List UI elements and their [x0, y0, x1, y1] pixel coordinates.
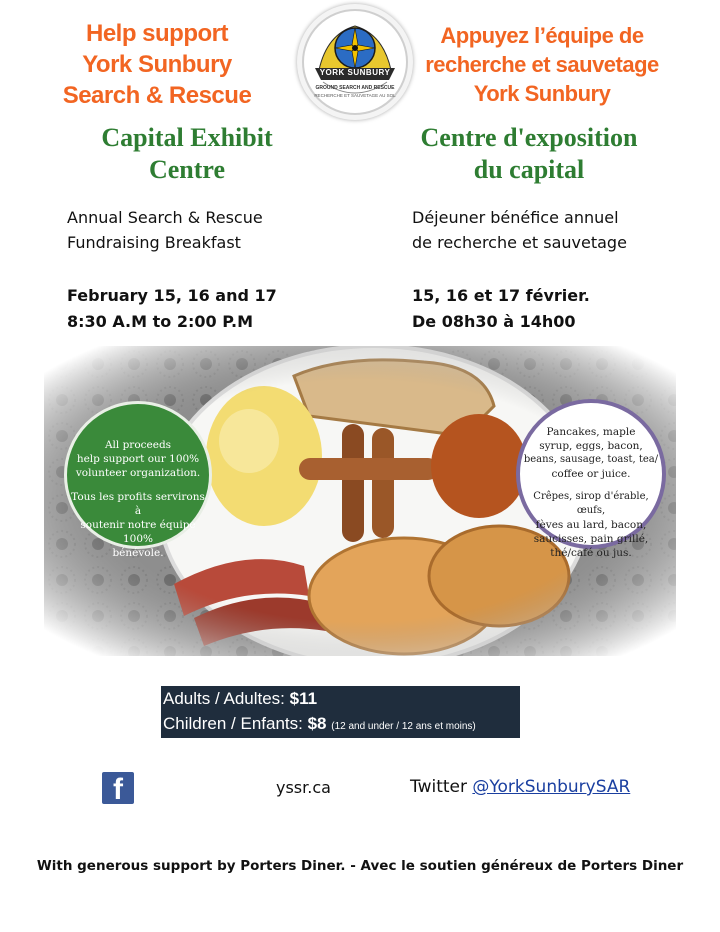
venue-en: [62, 122, 312, 186]
header-fr-line-2: recherche et sauvetage: [425, 52, 659, 77]
menu-fr-line-4: thé/café ou jus.: [550, 547, 632, 559]
child-price: $8: [307, 714, 327, 733]
adult-price: $11: [289, 689, 318, 708]
header-en-line-3: Search & Rescue: [62, 82, 252, 109]
compass-logo-icon: [297, 4, 413, 120]
dates-en: [67, 283, 357, 335]
pricing-box: [161, 686, 520, 738]
event-fr: [412, 205, 692, 255]
header-en-line-1: Help support: [86, 20, 228, 47]
venue-en-line-1: Capital Exhibit: [101, 123, 273, 152]
event-en: [67, 205, 347, 255]
venue-fr-line-1: Centre d'exposition: [420, 123, 638, 152]
venue-en-line-2: Centre: [148, 155, 226, 184]
logo-ring-text: GROUND SEARCH AND RESCUE: [315, 85, 395, 91]
proceeds-en-line-2: help support our 100%: [76, 453, 200, 465]
event-en-line-2: Fundraising Breakfast: [67, 233, 241, 252]
child-label: Children / Enfants:: [163, 714, 308, 733]
twitter-handle-link[interactable]: @YorkSunburySAR: [472, 777, 631, 797]
header-fr-line-1: Appuyez l’équipe de: [440, 23, 644, 48]
event-fr-line-2: de recherche et sauvetage: [412, 233, 627, 252]
dates-en-line-1: February 15, 16 and 17: [67, 286, 277, 305]
adult-label: Adults / Adultes:: [163, 689, 290, 708]
proceeds-en-line-1: All proceeds: [104, 439, 172, 451]
menu-en-line-2: syrup, eggs, bacon,: [539, 440, 643, 452]
child-price-line: [161, 711, 520, 739]
dates-en-line-2: 8:30 A.M to 2:00 P.M: [67, 312, 253, 331]
logo-ring-text-fr: RECHERCHE ET SAUVETAGE AU SOL: [314, 93, 396, 98]
proceeds-circle: [64, 401, 212, 559]
menu-fr-line-2: fèves au lard, bacon,: [535, 519, 647, 531]
menu-en-line-3: beans, sausage, toast, tea/: [523, 454, 659, 465]
logo-top-text: YORK SUNBURY: [319, 68, 391, 77]
dates-fr-line-1: 15, 16 et 17 février.: [412, 286, 590, 305]
proceeds-fr-line-2: soutenir notre équipe 100%: [80, 519, 196, 545]
proceeds-fr-line-3: bénévole.: [112, 547, 164, 559]
venue-fr-line-2: du capital: [473, 155, 585, 184]
menu-en-line-4: coffee or juice.: [551, 468, 631, 480]
header-en-line-2: York Sunbury: [82, 51, 232, 78]
proceeds-en-line-3: volunteer organization.: [75, 467, 201, 479]
event-fr-line-1: Déjeuner bénéfice annuel: [412, 208, 619, 227]
twitter-label: Twitter: [410, 777, 473, 797]
venue-fr: [395, 122, 663, 186]
menu-fr-line-1: Crêpes, sirop d'érable, œufs,: [533, 491, 649, 516]
header-en-title: [62, 18, 252, 111]
proceeds-fr-line-1: Tous les profits servirons à: [71, 491, 205, 517]
menu-en-line-1: Pancakes, maple: [546, 426, 636, 438]
header-fr-line-3: York Sunbury: [473, 81, 611, 106]
sponsor-footer: With generous support by Porters Diner. - Avec le soutien généreux de Porters Diner: [36, 858, 684, 874]
facebook-icon[interactable]: f: [102, 772, 134, 804]
adult-price-line: [161, 686, 520, 711]
yssr-logo: [297, 4, 413, 120]
dates-fr-line-2: De 08h30 à 14h00: [412, 312, 576, 331]
website-link[interactable]: yssr.ca: [276, 778, 331, 797]
child-note: (12 and under / 12 ans et moins): [331, 721, 476, 732]
event-en-line-1: Annual Search & Rescue: [67, 208, 263, 227]
menu-circle: [516, 399, 666, 559]
header-fr-title: [418, 21, 666, 108]
twitter-line: [410, 777, 630, 797]
menu-fr-line-3: saucisses, pain grillé,: [533, 533, 649, 545]
dates-fr: [412, 283, 692, 335]
